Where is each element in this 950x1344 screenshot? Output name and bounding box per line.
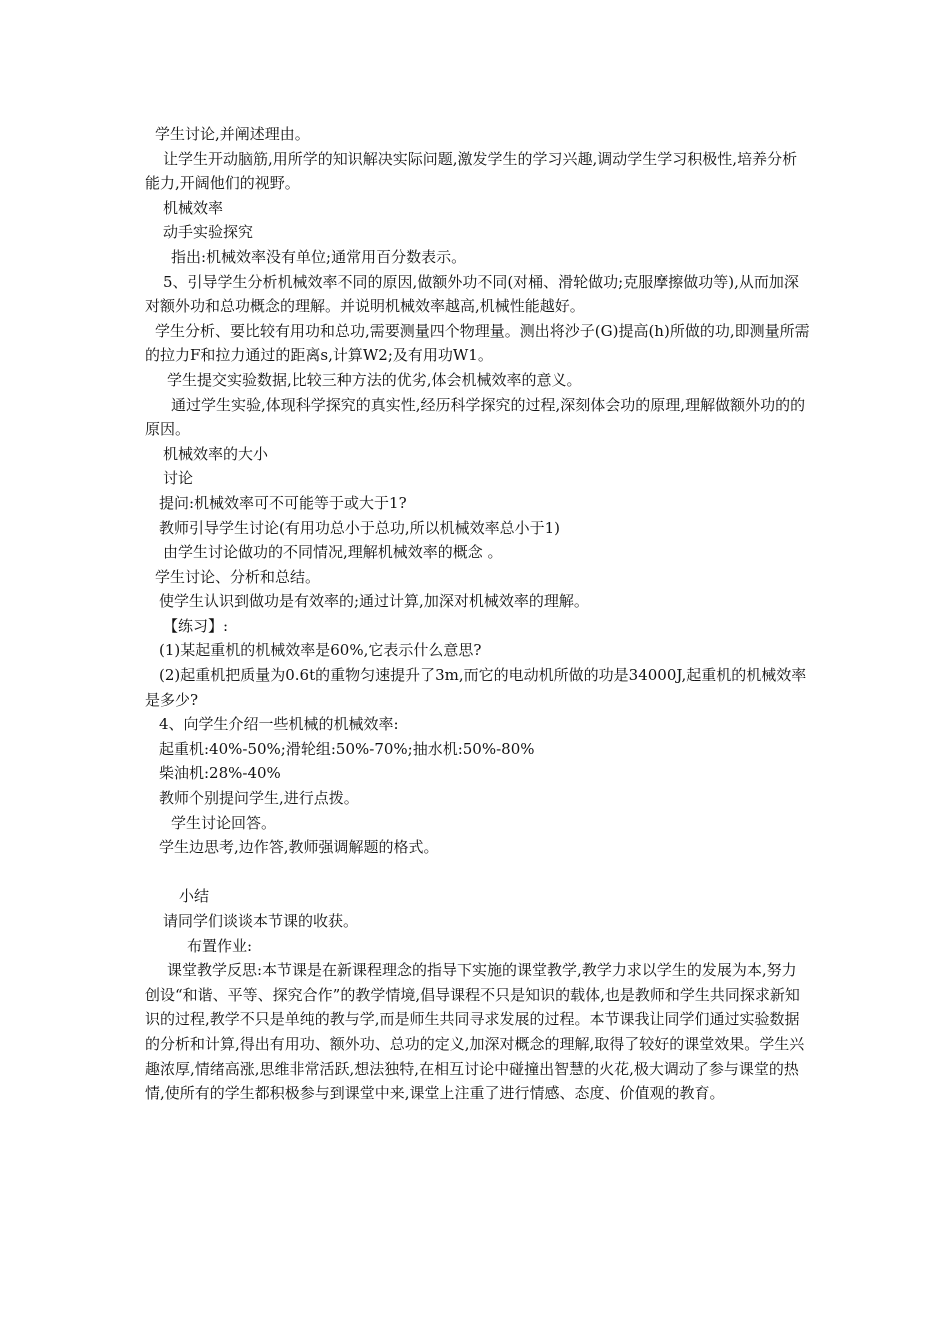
paragraph: 让学生开动脑筋,用所学的知识解决实际问题,激发学生的学习兴趣,调动学生学习积极性,培养分析能力,开阔他们的视野。 (145, 149, 798, 193)
paragraph: 学生讨论、分析和总结。 (155, 567, 321, 586)
paragraph: 5、引导学生分析机械效率不同的原因,做额外功不同(对桶、滑轮做功;克服摩擦做功等),从而加深对额外功和总功概念的理解。并说明机械效率越高,机械性能越好。 (145, 272, 799, 316)
paragraph: 教师引导学生讨论(有用功总小于总功,所以机械效率总小于1) (159, 518, 561, 537)
paragraph: 动手实验探究 (163, 223, 254, 242)
paragraph: 4、向学生介绍一些机械的机械效率: (159, 715, 399, 734)
paragraph: 机械效率的大小 (163, 444, 269, 463)
paragraph: 学生提交实验数据,比较三种方法的优劣,体会机械效率的意义。 (167, 370, 582, 389)
paragraph: 教师个别提问学生,进行点拨。 (159, 789, 359, 808)
paragraph: 学生讨论,并阐述理由。 (155, 125, 310, 143)
paragraph: 学生讨论回答。 (171, 813, 277, 832)
blank-line (145, 860, 810, 885)
paragraph: 使学生认识到做功是有效率的;通过计算,加深对机械效率的理解。 (159, 592, 589, 611)
paragraph: (1)某起重机的机械效率是60%,它表示什么意思? (159, 641, 482, 660)
paragraph: 指出:机械效率没有单位;通常用百分数表示。 (171, 247, 467, 266)
paragraph: 课堂教学反思:本节课是在新课程理念的指导下实施的课堂教学,教学力求以学生的发展为本,努力创设“和谐、平等、探究合作”的教学情境,倡导课程不只是知识的载体,也是教师和学生共同探求新知识的过程,教学不只是单纯的教与学,而是师生共同寻求发展的过程。本节课我让同学们通过实验数据的分析和计算,得出有用功、额外功、总功的定义,加深对概念的理解,取得了较好的课堂效果。学生兴趣浓厚,情绪高涨,思维非常活跃,想法独特,在相互讨论中碰撞出智慧的火花,极大调动了参与课堂的热情,使所有的学生都积极参与到课堂中来,课堂上注重了进行情感、态度、价值观的教育。 (145, 961, 805, 1103)
paragraph: 提问:机械效率可不可能等于或大于1? (159, 493, 407, 512)
paragraph: 请同学们谈谈本节课的收获。 (163, 912, 359, 930)
paragraph: 讨论 (163, 469, 194, 488)
document-body (145, 122, 810, 1106)
paragraph: 学生分析、要比较有用功和总功,需要测量四个物理量。测出将沙子(G)提高(h)所做的功,即测量所需的拉力F和拉力通过的距离s,计算W2;及有用功W1。 (145, 321, 810, 365)
paragraph: 小结 (179, 887, 210, 906)
paragraph: 起重机:40%-50%;滑轮组:50%-70%;抽水机:50%-80% (159, 739, 535, 758)
paragraph: 布置作业: (187, 936, 253, 955)
paragraph: 学生边思考,边作答,教师强调解题的格式。 (159, 838, 439, 857)
paragraph: 【练习】: (163, 616, 229, 635)
paragraph: 由学生讨论做功的不同情况,理解机械效率的概念 。 (163, 543, 503, 562)
paragraph: 柴油机:28%-40% (159, 764, 281, 783)
paragraph: (2)起重机把质量为0.6t的重物匀速提升了3m,而它的电动机所做的功是34000J,起重机的机械效率是多少? (145, 666, 807, 709)
paragraph: 机械效率 (163, 198, 224, 217)
paragraph: 通过学生实验,体现科学探究的真实性,经历科学探究的过程,深刻体会功的原理,理解做额外功的的原因。 (145, 395, 806, 439)
